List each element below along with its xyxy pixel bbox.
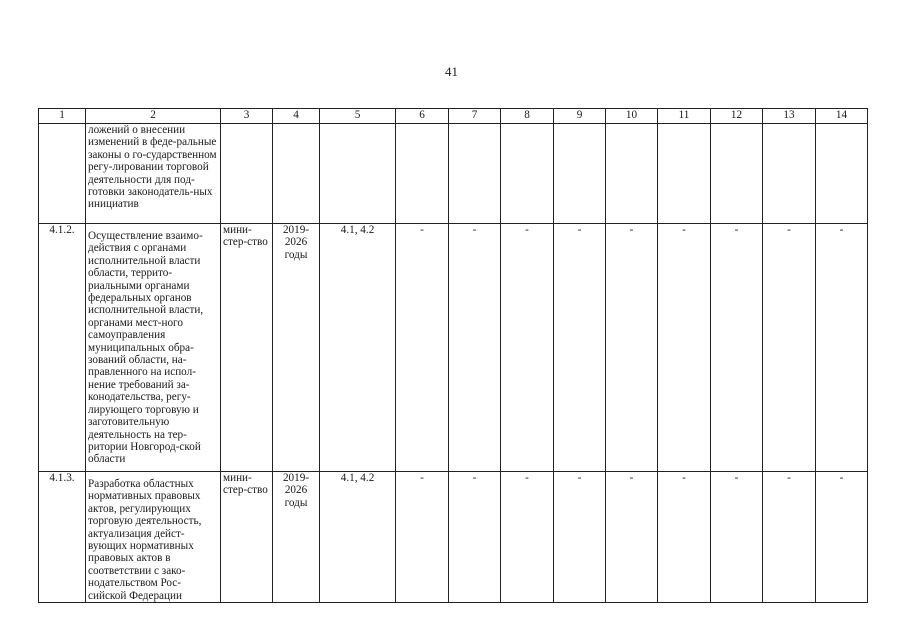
header-cell: 14 — [816, 109, 868, 124]
measures-table — [38, 108, 868, 603]
measure-description: Разработка областных нормативных правовых актов, регулирующих торговую деятельность, актуализация дейст-вующих нормативных правовых актов в соответствии с зако-нодательством Рос-сийской Федерации — [86, 472, 221, 603]
table-row — [39, 472, 868, 603]
value-cell — [554, 124, 606, 224]
row-number: 4.1.2. — [39, 224, 86, 472]
header-cell: 2 — [86, 109, 221, 124]
value-cell: - — [658, 224, 711, 472]
page-number: 41 — [445, 64, 458, 79]
value-cell — [658, 124, 711, 224]
value-cell: - — [711, 472, 763, 603]
executor-cell: мини-стер-ство — [221, 224, 273, 472]
value-cell: - — [606, 472, 658, 603]
table-row — [39, 224, 868, 472]
target-cell — [320, 124, 396, 224]
value-cell: - — [396, 224, 449, 472]
period-cell: 2019-2026 годы — [273, 224, 320, 472]
value-cell: - — [658, 472, 711, 603]
value-cell — [449, 124, 501, 224]
period-cell — [273, 124, 320, 224]
period-cell: 2019-2026 годы — [273, 472, 320, 603]
measure-description: ложений о внесении изменений в феде-ральные законы о го-сударственном регу-лировании торговой деятельности для под-готовки законодатель-ных инициатив — [86, 124, 221, 224]
executor-cell: мини-стер-ство — [221, 472, 273, 603]
value-cell: - — [711, 224, 763, 472]
table-header-row — [39, 109, 868, 124]
header-cell: 6 — [396, 109, 449, 124]
target-cell: 4.1, 4.2 — [320, 472, 396, 603]
value-cell — [396, 124, 449, 224]
header-cell: 12 — [711, 109, 763, 124]
value-cell — [501, 124, 554, 224]
row-number — [39, 124, 86, 224]
value-cell — [816, 124, 868, 224]
value-cell: - — [501, 224, 554, 472]
header-cell: 1 — [39, 109, 86, 124]
value-cell — [763, 124, 816, 224]
measure-description: Осуществление взаимо-действия с органами исполнительной власти области, террито-риальными органами федеральных органов исполнительной власти, органами мест-ного самоуправления муниципальных обра-зований области, на-правленного на испол-нение требований за-конодательства, регу-лирующего торговую и заготовительную деятельность на тер-ритории Новгород-ской области — [86, 224, 221, 472]
value-cell: - — [816, 224, 868, 472]
table-row — [39, 124, 868, 224]
header-cell: 11 — [658, 109, 711, 124]
value-cell — [606, 124, 658, 224]
value-cell: - — [501, 472, 554, 603]
value-cell: - — [606, 224, 658, 472]
header-cell: 9 — [554, 109, 606, 124]
header-cell: 13 — [763, 109, 816, 124]
header-cell: 8 — [501, 109, 554, 124]
value-cell — [711, 124, 763, 224]
value-cell: - — [763, 472, 816, 603]
header-cell: 4 — [273, 109, 320, 124]
header-cell: 10 — [606, 109, 658, 124]
value-cell: - — [449, 224, 501, 472]
value-cell: - — [554, 224, 606, 472]
value-cell: - — [449, 472, 501, 603]
value-cell: - — [763, 224, 816, 472]
row-number: 4.1.3. — [39, 472, 86, 603]
value-cell: - — [554, 472, 606, 603]
value-cell: - — [816, 472, 868, 603]
header-cell: 3 — [221, 109, 273, 124]
value-cell: - — [396, 472, 449, 603]
header-cell: 5 — [320, 109, 396, 124]
executor-cell — [221, 124, 273, 224]
target-cell: 4.1, 4.2 — [320, 224, 396, 472]
header-cell: 7 — [449, 109, 501, 124]
